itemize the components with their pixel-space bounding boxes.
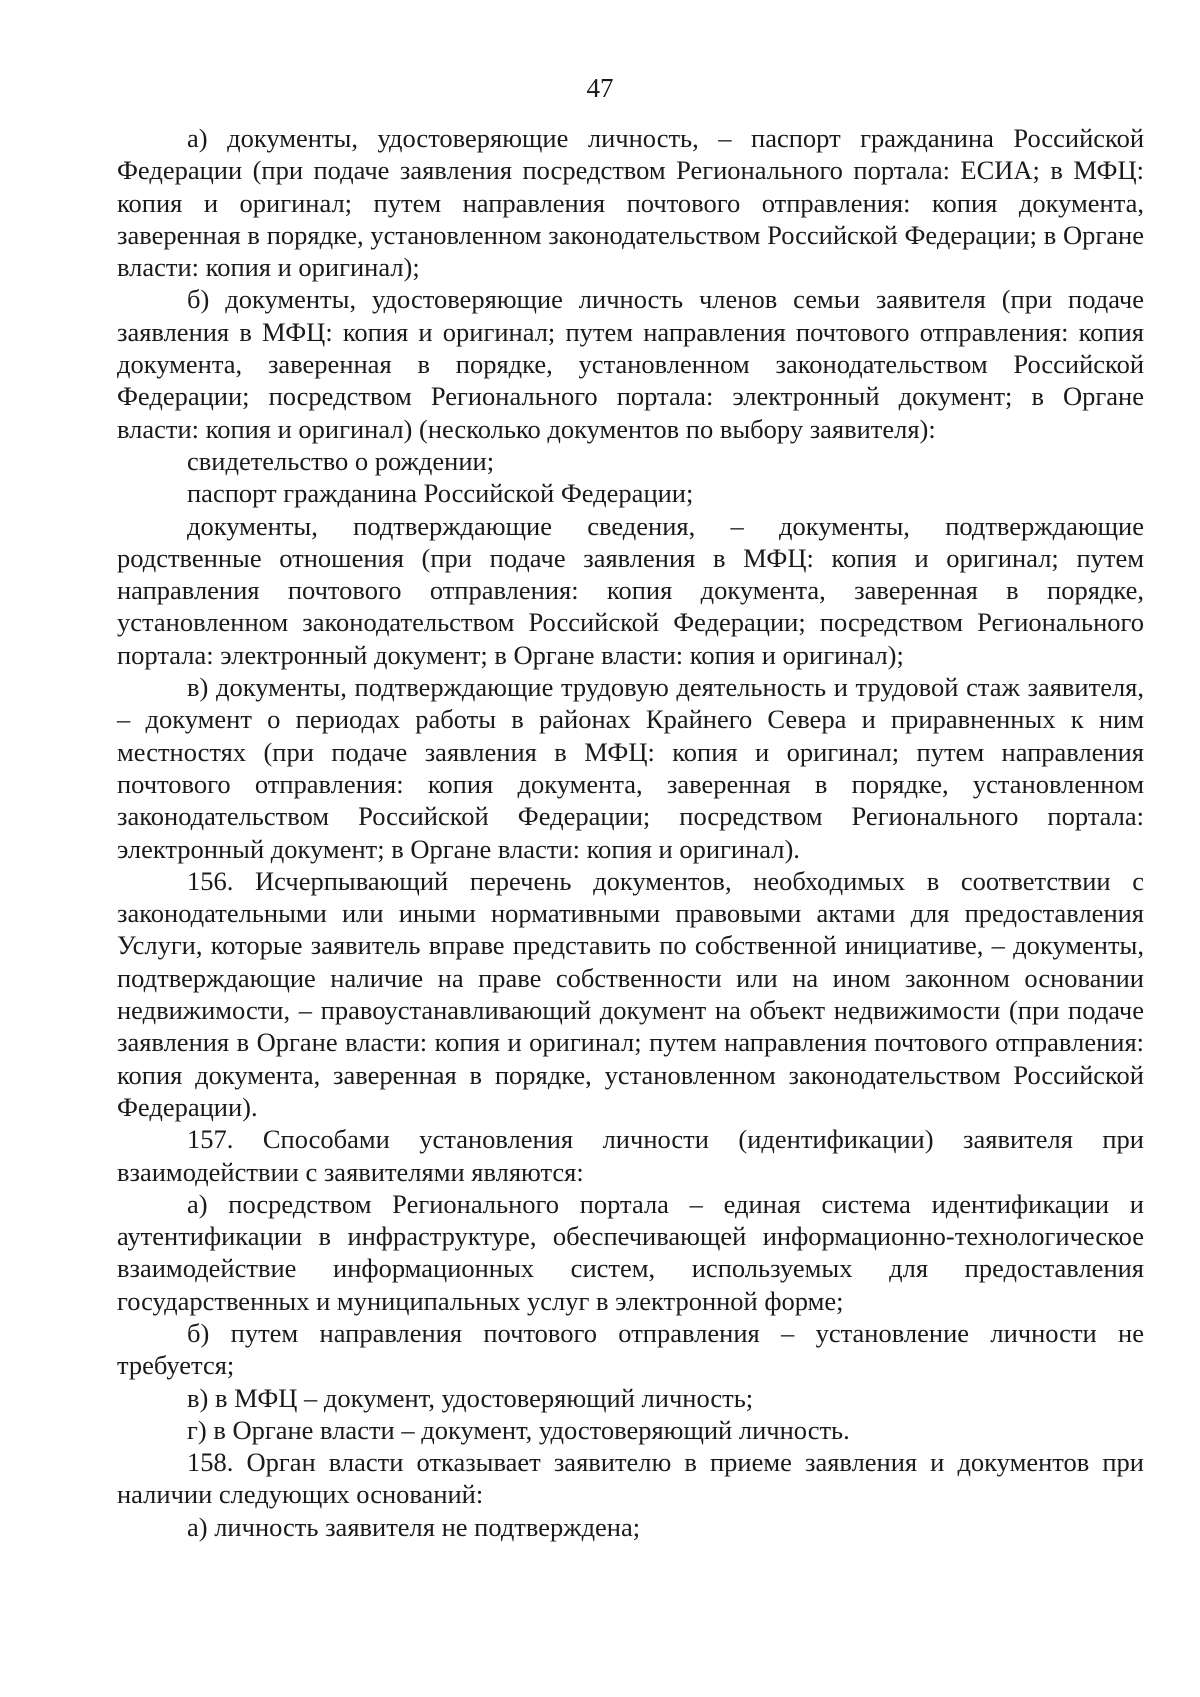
paragraph-157-g: г) в Органе власти – документ, удостоверяющий личность. xyxy=(187,1414,850,1445)
paragraph-157-v: в) в МФЦ – документ, удостоверяющий личность; xyxy=(187,1382,754,1413)
paragraph-birth-certificate: свидетельство о рождении; xyxy=(187,445,495,476)
paragraph-157-a: а) посредством Регионального портала – единая система идентификации и аутентификации в инфраструктуре, обеспечивающей информационно-технологическое взаимодействие информационных систем, используемых для предоставления государственных и муниципальных услуг в электронной форме; xyxy=(117,1188,1144,1316)
paragraph-158-a: а) личность заявителя не подтверждена; xyxy=(187,1511,641,1542)
paragraph-158: 158. Орган власти отказывает заявителю в приеме заявления и документов при наличии следующих оснований: xyxy=(117,1447,1144,1510)
paragraph-157: 157. Способами установления личности (идентификации) заявителя при взаимодействии с заявителями являются: xyxy=(117,1124,1144,1187)
page-number: 47 xyxy=(586,73,614,103)
paragraph-a-identity-documents: а) документы, удостоверяющие личность, – паспорт гражданина Российской Федерации (при подаче заявления посредством Регионального портала: ЕСИА; в МФЦ: копия и оригинал; путем направления почтового отправления: копия документа, заверенная в порядке, установленном законодательством Российской Федерации; в Органе власти: копия и оригинал); xyxy=(117,123,1144,283)
paragraph-b-family-identity-documents: б) документы, удостоверяющие личность членов семьи заявителя (при подаче заявления в МФЦ: копия и оригинал; путем направления почтового отправления: копия документа, заверенная в порядке, установленном законодательством Российской Федерации; посредством Регионального портала: электронный документ; в Органе власти: копия и оригинал) (несколько документов по выбору заявителя): xyxy=(117,284,1144,444)
paragraph-156: 156. Исчерпывающий перечень документов, необходимых в соответствии с законодательными или иными нормативными правовыми актами для предоставления Услуги, которые заявитель вправе представить по собственной инициативе, – документы, подтверждающие наличие на праве собственности или на ином законном основании недвижимости, – правоустанавливающий документ на объект недвижимости (при подаче заявления в Органе власти: копия и оригинал; путем направления почтового отправления: копия документа, заверенная в порядке, установленном законодательством Российской Федерации). xyxy=(117,865,1144,1122)
document-body xyxy=(117,122,1144,1543)
paragraph-157-b: б) путем направления почтового отправления – установление личности не требуется; xyxy=(117,1317,1144,1381)
paragraph-v-employment-documents: в) документы, подтверждающие трудовую деятельность и трудовой стаж заявителя, – документ о периодах работы в районах Крайнего Севера и приравненных к ним местностях (при подаче заявления в МФЦ: копия и оригинал; путем направления почтового отправления: копия документа, заверенная в порядке, установленном законодательством Российской Федерации; посредством Регионального портала: электронный документ; в Органе власти: копия и оригинал). xyxy=(117,672,1144,864)
paragraph-passport: паспорт гражданина Российской Федерации; xyxy=(187,478,694,509)
paragraph-kinship-documents: документы, подтверждающие сведения, – документы, подтверждающие родственные отношения (при подаче заявления в МФЦ: копия и оригинал; путем направления почтового отправления: копия документа, заверенная в порядке, установленном законодательством Российской Федерации; посредством Регионального портала: электронный документ; в Органе власти: копия и оригинал); xyxy=(117,510,1144,670)
